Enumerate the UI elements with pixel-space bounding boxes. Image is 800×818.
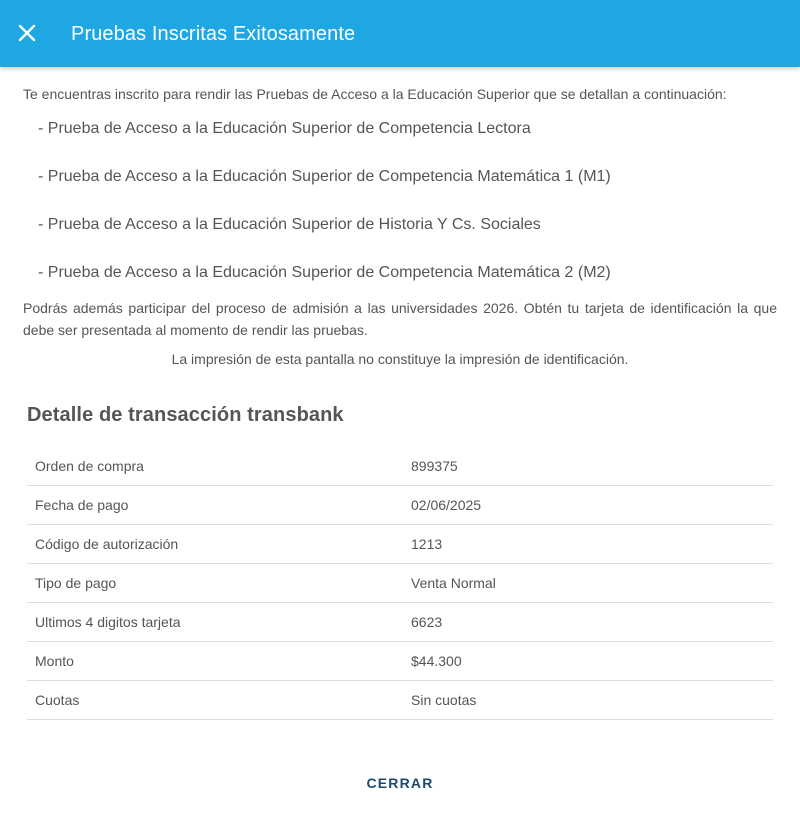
row-value: 02/06/2025: [411, 497, 482, 513]
row-value: Sin cuotas: [411, 692, 477, 708]
table-row: [27, 681, 773, 720]
close-dialog-button[interactable]: CERRAR: [366, 775, 434, 791]
test-item: - Prueba de Acceso a la Educación Superior de Competencia Matemática 1 (M1): [38, 168, 611, 185]
close-icon: [18, 24, 36, 42]
row-value: 6623: [411, 614, 443, 630]
print-disclaimer: La impresión de esta pantalla no constituye la impresión de identificación.: [171, 351, 629, 367]
table-row: [27, 447, 773, 486]
table-row: [27, 603, 773, 642]
close-button[interactable]: [14, 20, 40, 46]
row-label: Monto: [35, 653, 74, 669]
row-value: 1213: [411, 536, 443, 552]
row-label: Cuotas: [35, 692, 80, 708]
table-row: [27, 642, 773, 681]
table-row: [27, 525, 773, 564]
admission-note: Podrás además participar del proceso de admisión a las universidades 2026. Obtén tu tarjeta de identificación la que debe ser presentada al momento de rendir las pruebas.: [23, 300, 777, 338]
test-list: [38, 118, 611, 310]
dialog-title: Pruebas Inscritas Exitosamente: [71, 23, 356, 45]
test-item: - Prueba de Acceso a la Educación Superior de Competencia Matemática 2 (M2): [38, 264, 611, 281]
test-item: - Prueba de Acceso a la Educación Superior de Historia Y Cs. Sociales: [38, 216, 541, 233]
row-label: Orden de compra: [35, 458, 144, 474]
transaction-table: [27, 447, 773, 720]
intro-text: Te encuentras inscrito para rendir las Pruebas de Acceso a la Educación Superior que se detallan a continuación:: [23, 86, 727, 102]
table-row: [27, 486, 773, 525]
row-label: Tipo de pago: [35, 575, 117, 591]
row-label: Fecha de pago: [35, 497, 129, 513]
test-item: - Prueba de Acceso a la Educación Superior de Competencia Lectora: [38, 120, 531, 137]
dialog-header: [0, 0, 800, 67]
row-value: $44.300: [411, 653, 462, 669]
row-label: Código de autorización: [35, 536, 179, 552]
row-label: Ultimos 4 digitos tarjeta: [35, 614, 181, 630]
transaction-title: Detalle de transacción transbank: [27, 404, 344, 426]
table-row: [27, 564, 773, 603]
row-value: 899375: [411, 458, 458, 474]
row-value: Venta Normal: [411, 575, 496, 591]
